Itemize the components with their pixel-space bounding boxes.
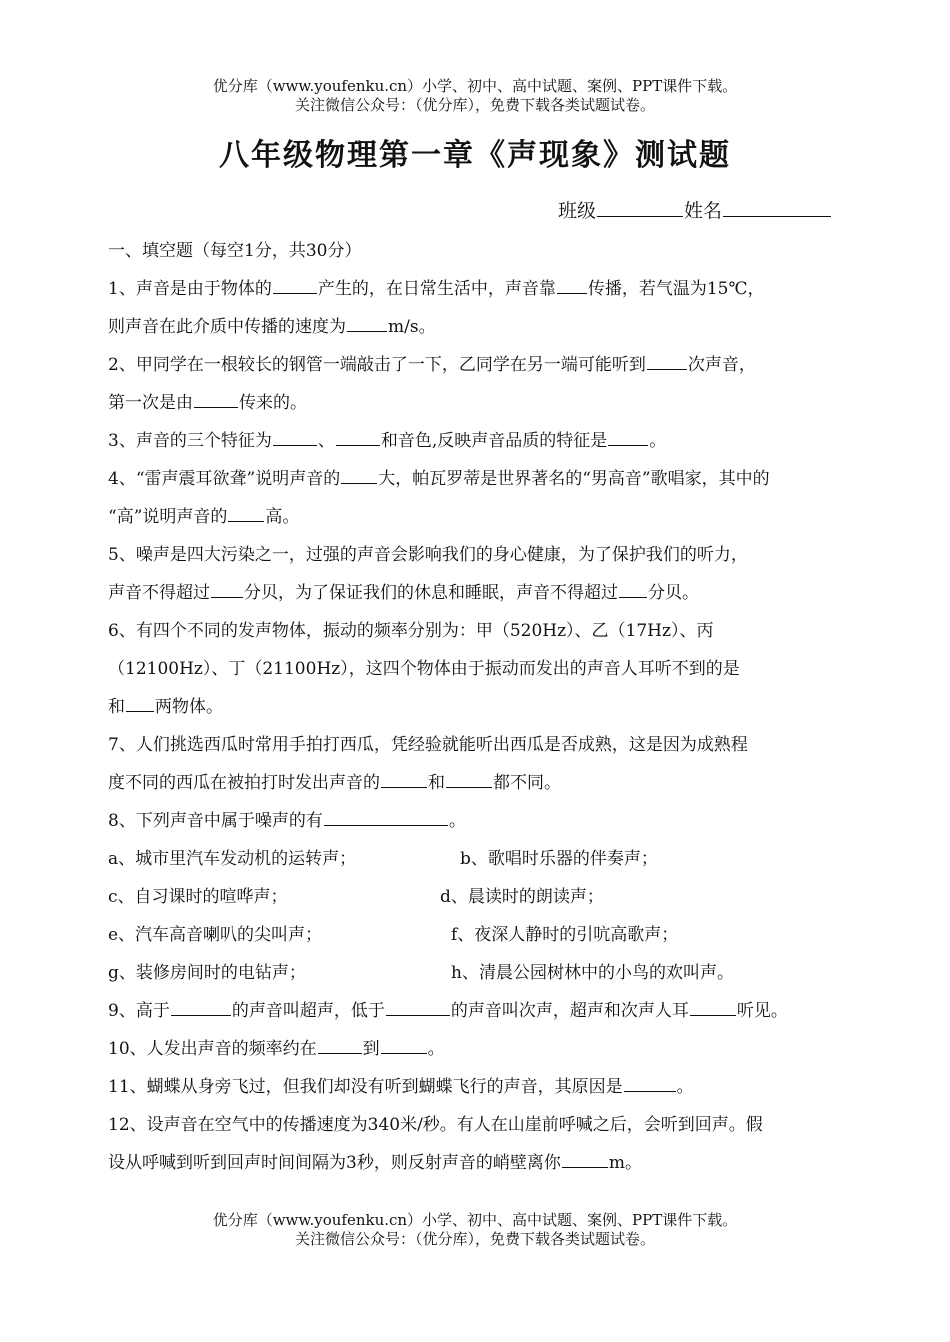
answer-blank[interactable] <box>273 276 317 294</box>
q5-text-c: 分贝，为了保证我们的休息和睡眠，声音不得超过 <box>244 583 618 603</box>
answer-blank[interactable] <box>126 694 154 712</box>
q7-text-d: 都不同。 <box>493 773 561 793</box>
q7-text-c: 和 <box>428 773 445 793</box>
q2-text-c: 第一次是由 <box>108 393 193 413</box>
answer-blank[interactable] <box>318 1036 362 1054</box>
q6-text-b: （12100Hz）、丁（21100Hz），这四个物体由于振动而发出的声音人耳听不到的是 <box>108 659 740 679</box>
q8-option-e: e、汽车高音喇叭的尖叫声； <box>108 925 323 945</box>
q9-text-a: 9、高于 <box>108 1001 170 1021</box>
question-3 <box>108 422 846 460</box>
q6-text-d: 两物体。 <box>155 697 223 717</box>
name-blank[interactable] <box>723 199 831 217</box>
q3-text-a: 3、声音的三个特征为 <box>108 431 272 451</box>
answer-blank[interactable] <box>228 504 264 522</box>
answer-blank[interactable] <box>647 352 687 370</box>
q8-text-b: 。 <box>448 811 466 831</box>
q4-text-b: 大，帕瓦罗蒂是世界著名的“男高音”歌唱家，其中的 <box>378 469 770 489</box>
answer-blank[interactable] <box>211 580 243 598</box>
question-6-line-1 <box>108 612 846 650</box>
answer-blank[interactable] <box>336 428 380 446</box>
q9-text-c: 的声音叫次声，超声和次声人耳 <box>450 1001 689 1021</box>
question-1-line-1 <box>108 270 846 308</box>
question-4-line-2 <box>108 498 846 536</box>
class-label: 班级 <box>557 200 596 222</box>
q8-option-row <box>108 840 846 878</box>
class-blank[interactable] <box>597 199 683 217</box>
question-list <box>108 232 846 1182</box>
page-header <box>0 77 950 115</box>
q5-text-d: 分贝。 <box>648 583 699 603</box>
question-11 <box>108 1068 846 1106</box>
q10-text-b: 到 <box>362 1039 380 1059</box>
answer-blank[interactable] <box>562 1150 608 1168</box>
q3-text-b: 、 <box>317 431 335 451</box>
name-label: 姓名 <box>683 200 722 222</box>
q9-text-b: 的声音叫超声，低于 <box>231 1001 385 1021</box>
answer-blank[interactable] <box>624 1074 676 1092</box>
q8-option-b: b、歌唱时乐器的伴奏声； <box>460 849 658 869</box>
answer-blank[interactable] <box>347 314 387 332</box>
answer-blank[interactable] <box>386 998 450 1016</box>
question-5-line-1 <box>108 536 846 574</box>
q12-text-a: 12、设声音在空气中的传播速度为340米/秒。有人在山崖前呼喊之后，会听到回声。假 <box>108 1115 763 1135</box>
question-12-line-1 <box>108 1106 846 1144</box>
question-8 <box>108 802 846 840</box>
answer-blank[interactable] <box>341 466 377 484</box>
q8-option-g: g、装修房间时的电钻声； <box>108 963 306 983</box>
q6-text-a: 6、有四个不同的发声物体，振动的频率分别为：甲（520Hz）、乙（17Hz）、丙 <box>108 621 714 641</box>
q7-text-a: 7、人们挑选西瓜时常用手拍打西瓜，凭经验就能听出西瓜是否成熟，这是因为成熟程 <box>108 735 748 755</box>
page-footer <box>0 1211 950 1249</box>
question-5-line-2 <box>108 574 846 612</box>
header-line-1: 优分库（www.youfenku.cn）小学、初中、高中试题、案例、PPT课件下载。 <box>212 77 738 95</box>
q4-text-c: “高”说明声音的 <box>108 507 228 527</box>
q8-option-f: f、夜深人静时的引吭高歌声； <box>451 925 679 945</box>
q11-text-b: 。 <box>676 1077 694 1097</box>
question-7-line-1 <box>108 726 846 764</box>
q1-text-a: 1、声音是由于物体的 <box>108 279 272 299</box>
class-name-line <box>558 196 832 223</box>
question-4-line-1 <box>108 460 846 498</box>
question-12-line-2 <box>108 1144 846 1182</box>
footer-line-1: 优分库（www.youfenku.cn）小学、初中、高中试题、案例、PPT课件下载。 <box>212 1211 738 1229</box>
answer-blank[interactable] <box>381 770 427 788</box>
q7-text-b: 度不同的西瓜在被拍打时发出声音的 <box>108 773 380 793</box>
q8-option-row <box>108 954 846 992</box>
q10-text-a: 10、人发出声音的频率约在 <box>108 1039 317 1059</box>
q5-text-b: 声音不得超过 <box>108 583 210 603</box>
question-9 <box>108 992 846 1030</box>
q8-text-a: 8、下列声音中属于噪声的有 <box>108 811 323 831</box>
answer-blank[interactable] <box>446 770 492 788</box>
q2-text-b: 次声音， <box>687 355 756 375</box>
q3-text-c: 和音色,反映声音品质的特征是 <box>380 431 608 451</box>
question-6-line-3 <box>108 688 846 726</box>
question-6-line-2 <box>108 650 846 688</box>
q6-text-c: 和 <box>108 697 125 717</box>
q2-text-a: 2、甲同学在一根较长的钢管一端敲击了一下，乙同学在另一端可能听到 <box>108 355 646 375</box>
q4-text-d: 高。 <box>265 507 300 527</box>
question-2-line-1 <box>108 346 846 384</box>
question-2-line-2 <box>108 384 846 422</box>
q8-option-row <box>108 878 846 916</box>
q8-option-row <box>108 916 846 954</box>
q10-text-c: 。 <box>427 1039 445 1059</box>
answer-blank[interactable] <box>690 998 736 1016</box>
question-1-line-2 <box>108 308 846 346</box>
q4-text-a: 4、“雷声震耳欲聋”说明声音的 <box>108 469 341 489</box>
page-title: 八年级物理第一章《声现象》测试题 <box>219 138 731 173</box>
q12-text-c: m。 <box>608 1153 642 1173</box>
question-10 <box>108 1030 846 1068</box>
answer-blank[interactable] <box>194 390 238 408</box>
answer-blank[interactable] <box>557 276 587 294</box>
answer-blank[interactable] <box>273 428 317 446</box>
question-7-line-2 <box>108 764 846 802</box>
q1-text-b: 产生的，在日常生活中，声音靠 <box>317 279 556 299</box>
q8-option-c: c、自习课时的喧哗声； <box>108 887 288 907</box>
q9-text-d: 听见。 <box>736 1001 788 1021</box>
section-heading: 一、填空题（每空1分，共30分） <box>108 241 362 261</box>
q8-option-h: h、清晨公园树林中的小鸟的欢叫声。 <box>451 963 734 983</box>
answer-blank[interactable] <box>608 428 648 446</box>
q2-text-d: 传来的。 <box>239 393 307 413</box>
q5-text-a: 5、噪声是四大污染之一，过强的声音会影响我们的身心健康，为了保护我们的听力， <box>108 545 748 565</box>
q1-text-d: 则声音在此介质中传播的速度为 <box>108 317 346 337</box>
answer-blank[interactable] <box>619 580 647 598</box>
q12-text-b: 设从呼喊到听到回声时间间隔为3秒，则反射声音的峭壁离你 <box>108 1153 561 1173</box>
q1-text-e: m/s。 <box>388 317 436 337</box>
q1-text-c: 传播，若气温为15℃， <box>587 279 765 299</box>
answer-blank[interactable] <box>171 998 231 1016</box>
answer-blank[interactable] <box>324 808 448 826</box>
q3-text-d: 。 <box>649 431 667 451</box>
answer-blank[interactable] <box>381 1036 427 1054</box>
q8-option-d: d、晨读时的朗读声； <box>440 887 604 907</box>
q11-text-a: 11、蝴蝶从身旁飞过，但我们却没有听到蝴蝶飞行的声音，其原因是 <box>108 1077 623 1097</box>
header-line-2: 关注微信公众号：（优分库），免费下载各类试题试卷。 <box>294 96 655 114</box>
q8-option-a: a、城市里汽车发动机的运转声； <box>108 849 357 869</box>
footer-line-2: 关注微信公众号：（优分库），免费下载各类试题试卷。 <box>294 1230 655 1248</box>
